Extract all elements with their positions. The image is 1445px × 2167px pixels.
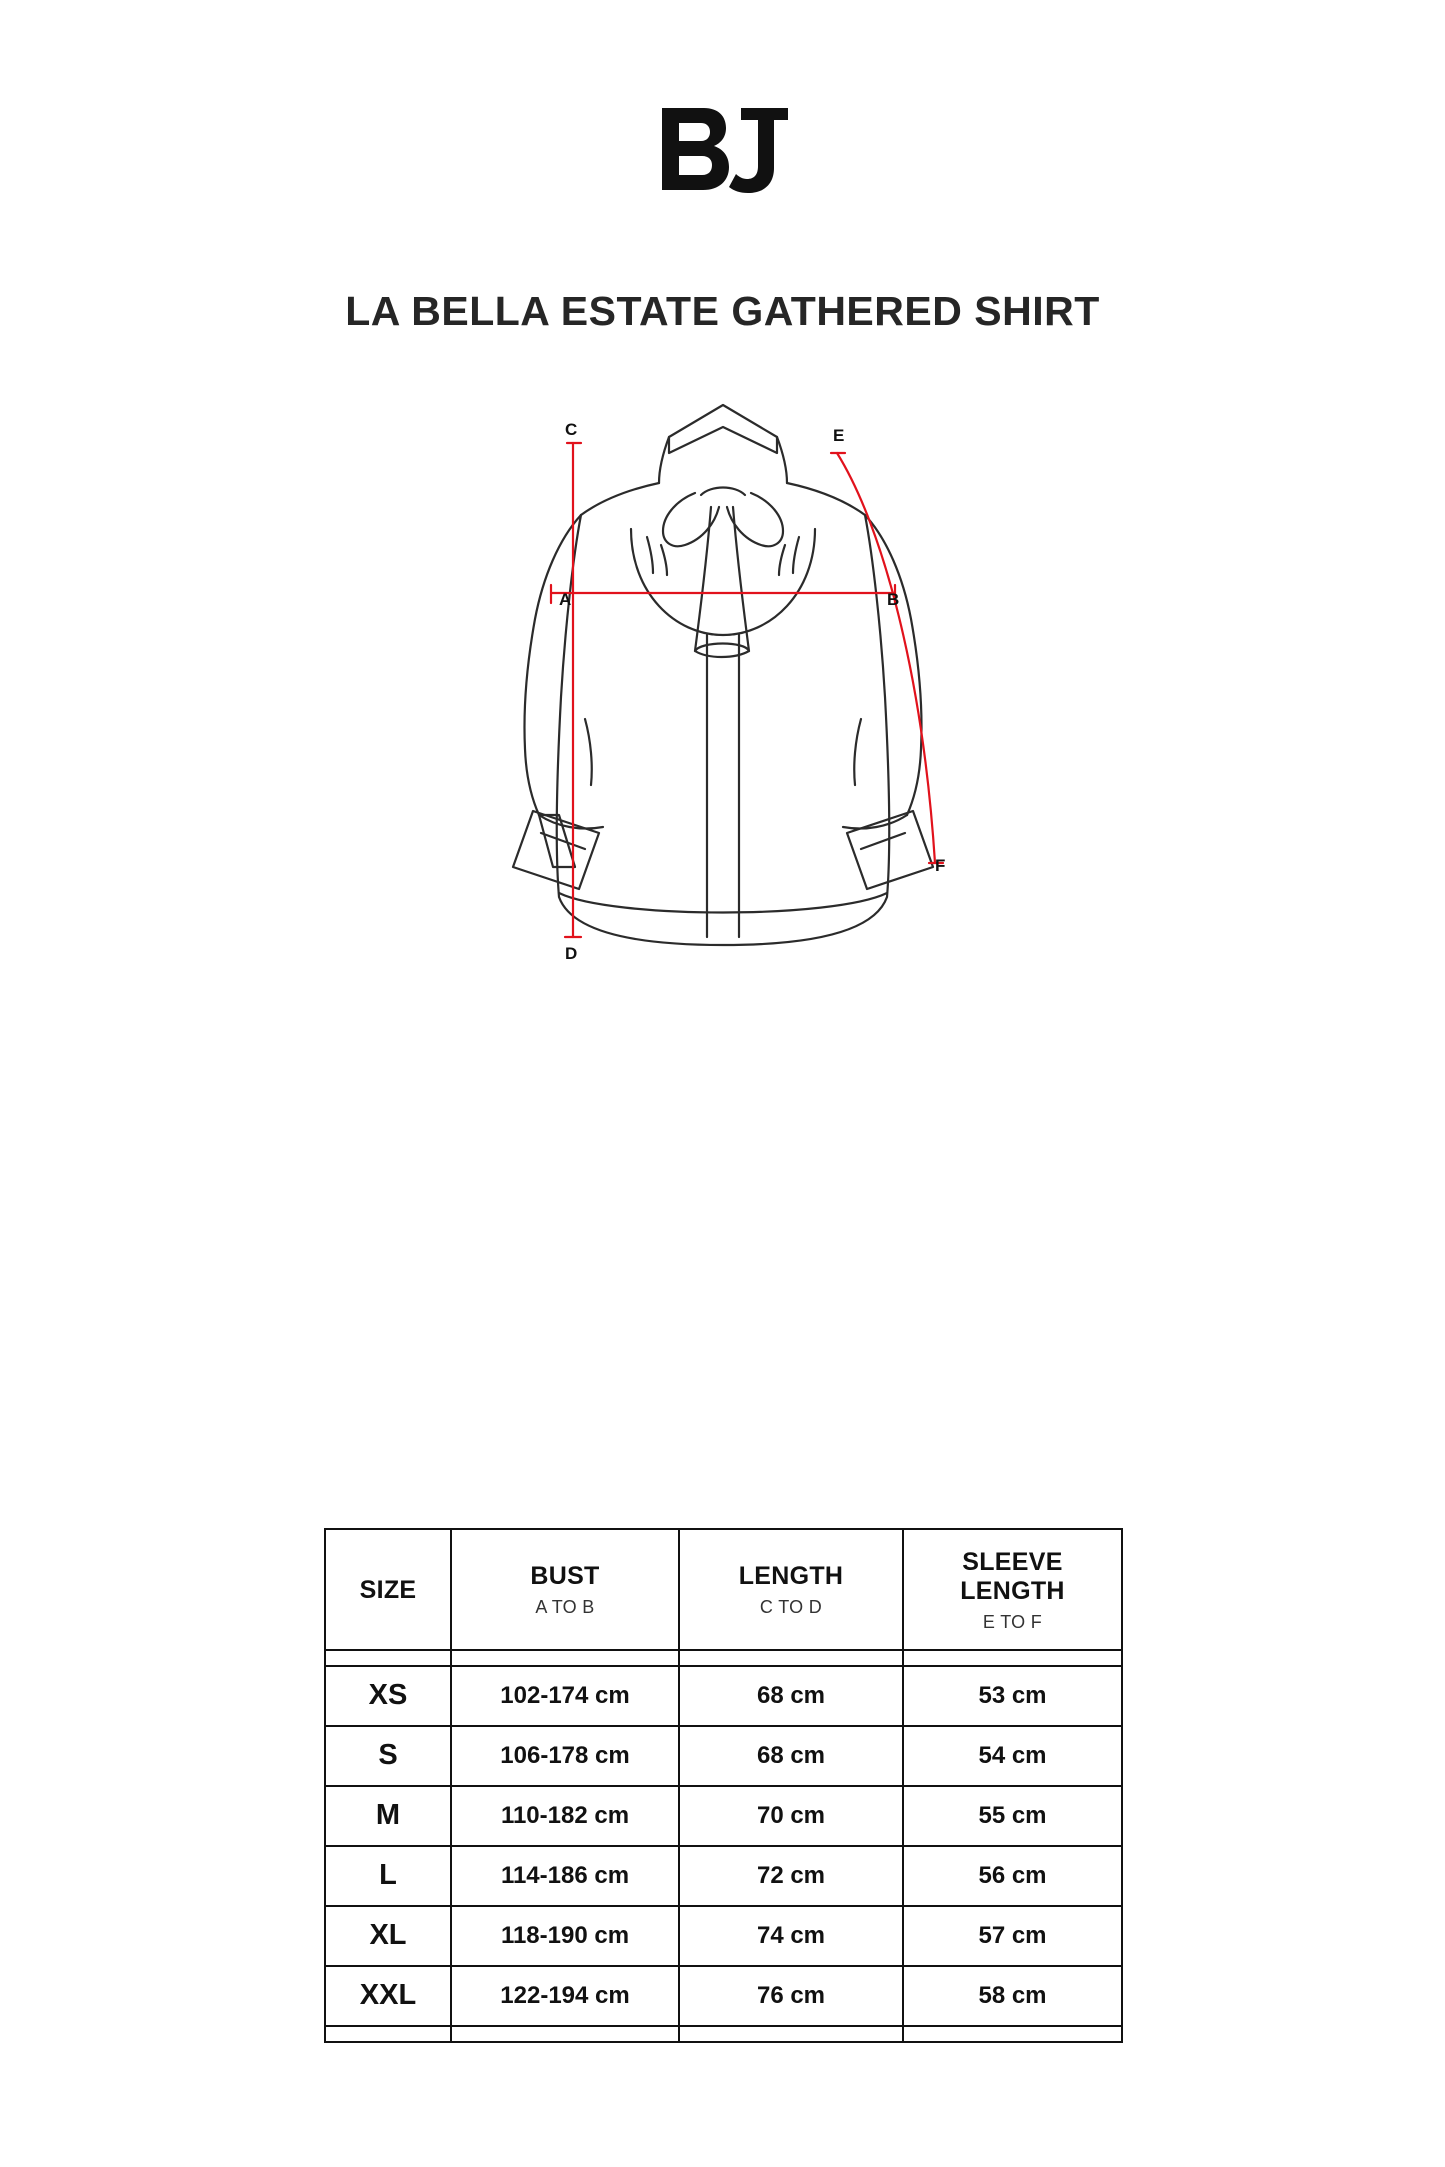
column-header-sleeve-sub: E TO F — [982, 1611, 1043, 1632]
cell-sleeve: 58 cm — [903, 1966, 1122, 2026]
cell-bust: 106-178 cm — [451, 1726, 679, 1786]
cell-bust: 110-182 cm — [451, 1786, 679, 1846]
cell-bust: 114-186 cm — [451, 1846, 679, 1906]
table-row — [325, 1786, 1122, 1846]
cell-length: 70 cm — [679, 1786, 903, 1846]
cell-sleeve: 55 cm — [903, 1786, 1122, 1846]
shirt-measurement-diagram — [363, 397, 1083, 1037]
cell-sleeve: 57 cm — [903, 1906, 1122, 1966]
size-chart-table — [324, 1528, 1123, 2043]
cell-bust: 102-174 cm — [451, 1666, 679, 1726]
column-header-bust — [451, 1529, 679, 1650]
column-header-bust-sub: A TO B — [535, 1597, 595, 1618]
cell-bust: 118-190 cm — [451, 1906, 679, 1966]
marker-label-e: E — [832, 426, 844, 445]
column-header-size-label: SIZE — [359, 1575, 417, 1604]
cell-size: M — [325, 1786, 451, 1846]
cell-sleeve: 53 cm — [903, 1666, 1122, 1726]
cell-size: S — [325, 1726, 451, 1786]
table-row — [325, 1906, 1122, 1966]
cell-size: L — [325, 1846, 451, 1906]
column-header-size — [325, 1529, 451, 1650]
bj-monogram-logo — [648, 104, 798, 210]
cell-size: XL — [325, 1906, 451, 1966]
cell-size: XXL — [325, 1966, 451, 2026]
column-header-sleeve-label: SLEEVE LENGTH — [960, 1548, 1065, 1605]
table-row — [325, 1726, 1122, 1786]
cell-length: 76 cm — [679, 1966, 903, 2026]
cell-length: 72 cm — [679, 1846, 903, 1906]
table-spacer-row — [325, 2026, 1122, 2042]
page-title: LA BELLA ESTATE GATHERED SHIRT — [345, 288, 1100, 334]
table-header — [325, 1529, 1122, 1650]
table-spacer-row — [325, 1650, 1122, 1666]
column-header-length-label: LENGTH — [738, 1562, 844, 1591]
table-row — [325, 1846, 1122, 1906]
cell-size: XS — [325, 1666, 451, 1726]
table-header-row — [325, 1529, 1122, 1650]
marker-label-d: D — [564, 944, 577, 963]
marker-label-b: B — [886, 590, 899, 609]
cell-bust: 122-194 cm — [451, 1966, 679, 2026]
table-row — [325, 1966, 1122, 2026]
marker-label-a: A — [558, 590, 571, 609]
table-row — [325, 1666, 1122, 1726]
column-header-length — [679, 1529, 903, 1650]
column-header-bust-label: BUST — [530, 1562, 600, 1591]
cell-sleeve: 56 cm — [903, 1846, 1122, 1906]
marker-label-f: F — [934, 856, 945, 875]
brand-logo — [648, 104, 798, 210]
cell-sleeve: 54 cm — [903, 1726, 1122, 1786]
table-body — [325, 1650, 1122, 2042]
column-header-length-sub: C TO D — [759, 1597, 823, 1618]
size-chart-container — [324, 1528, 1121, 2043]
column-header-sleeve — [903, 1529, 1122, 1650]
marker-label-c: C — [564, 420, 577, 439]
cell-length: 74 cm — [679, 1906, 903, 1966]
cell-length: 68 cm — [679, 1666, 903, 1726]
cell-length: 68 cm — [679, 1726, 903, 1786]
